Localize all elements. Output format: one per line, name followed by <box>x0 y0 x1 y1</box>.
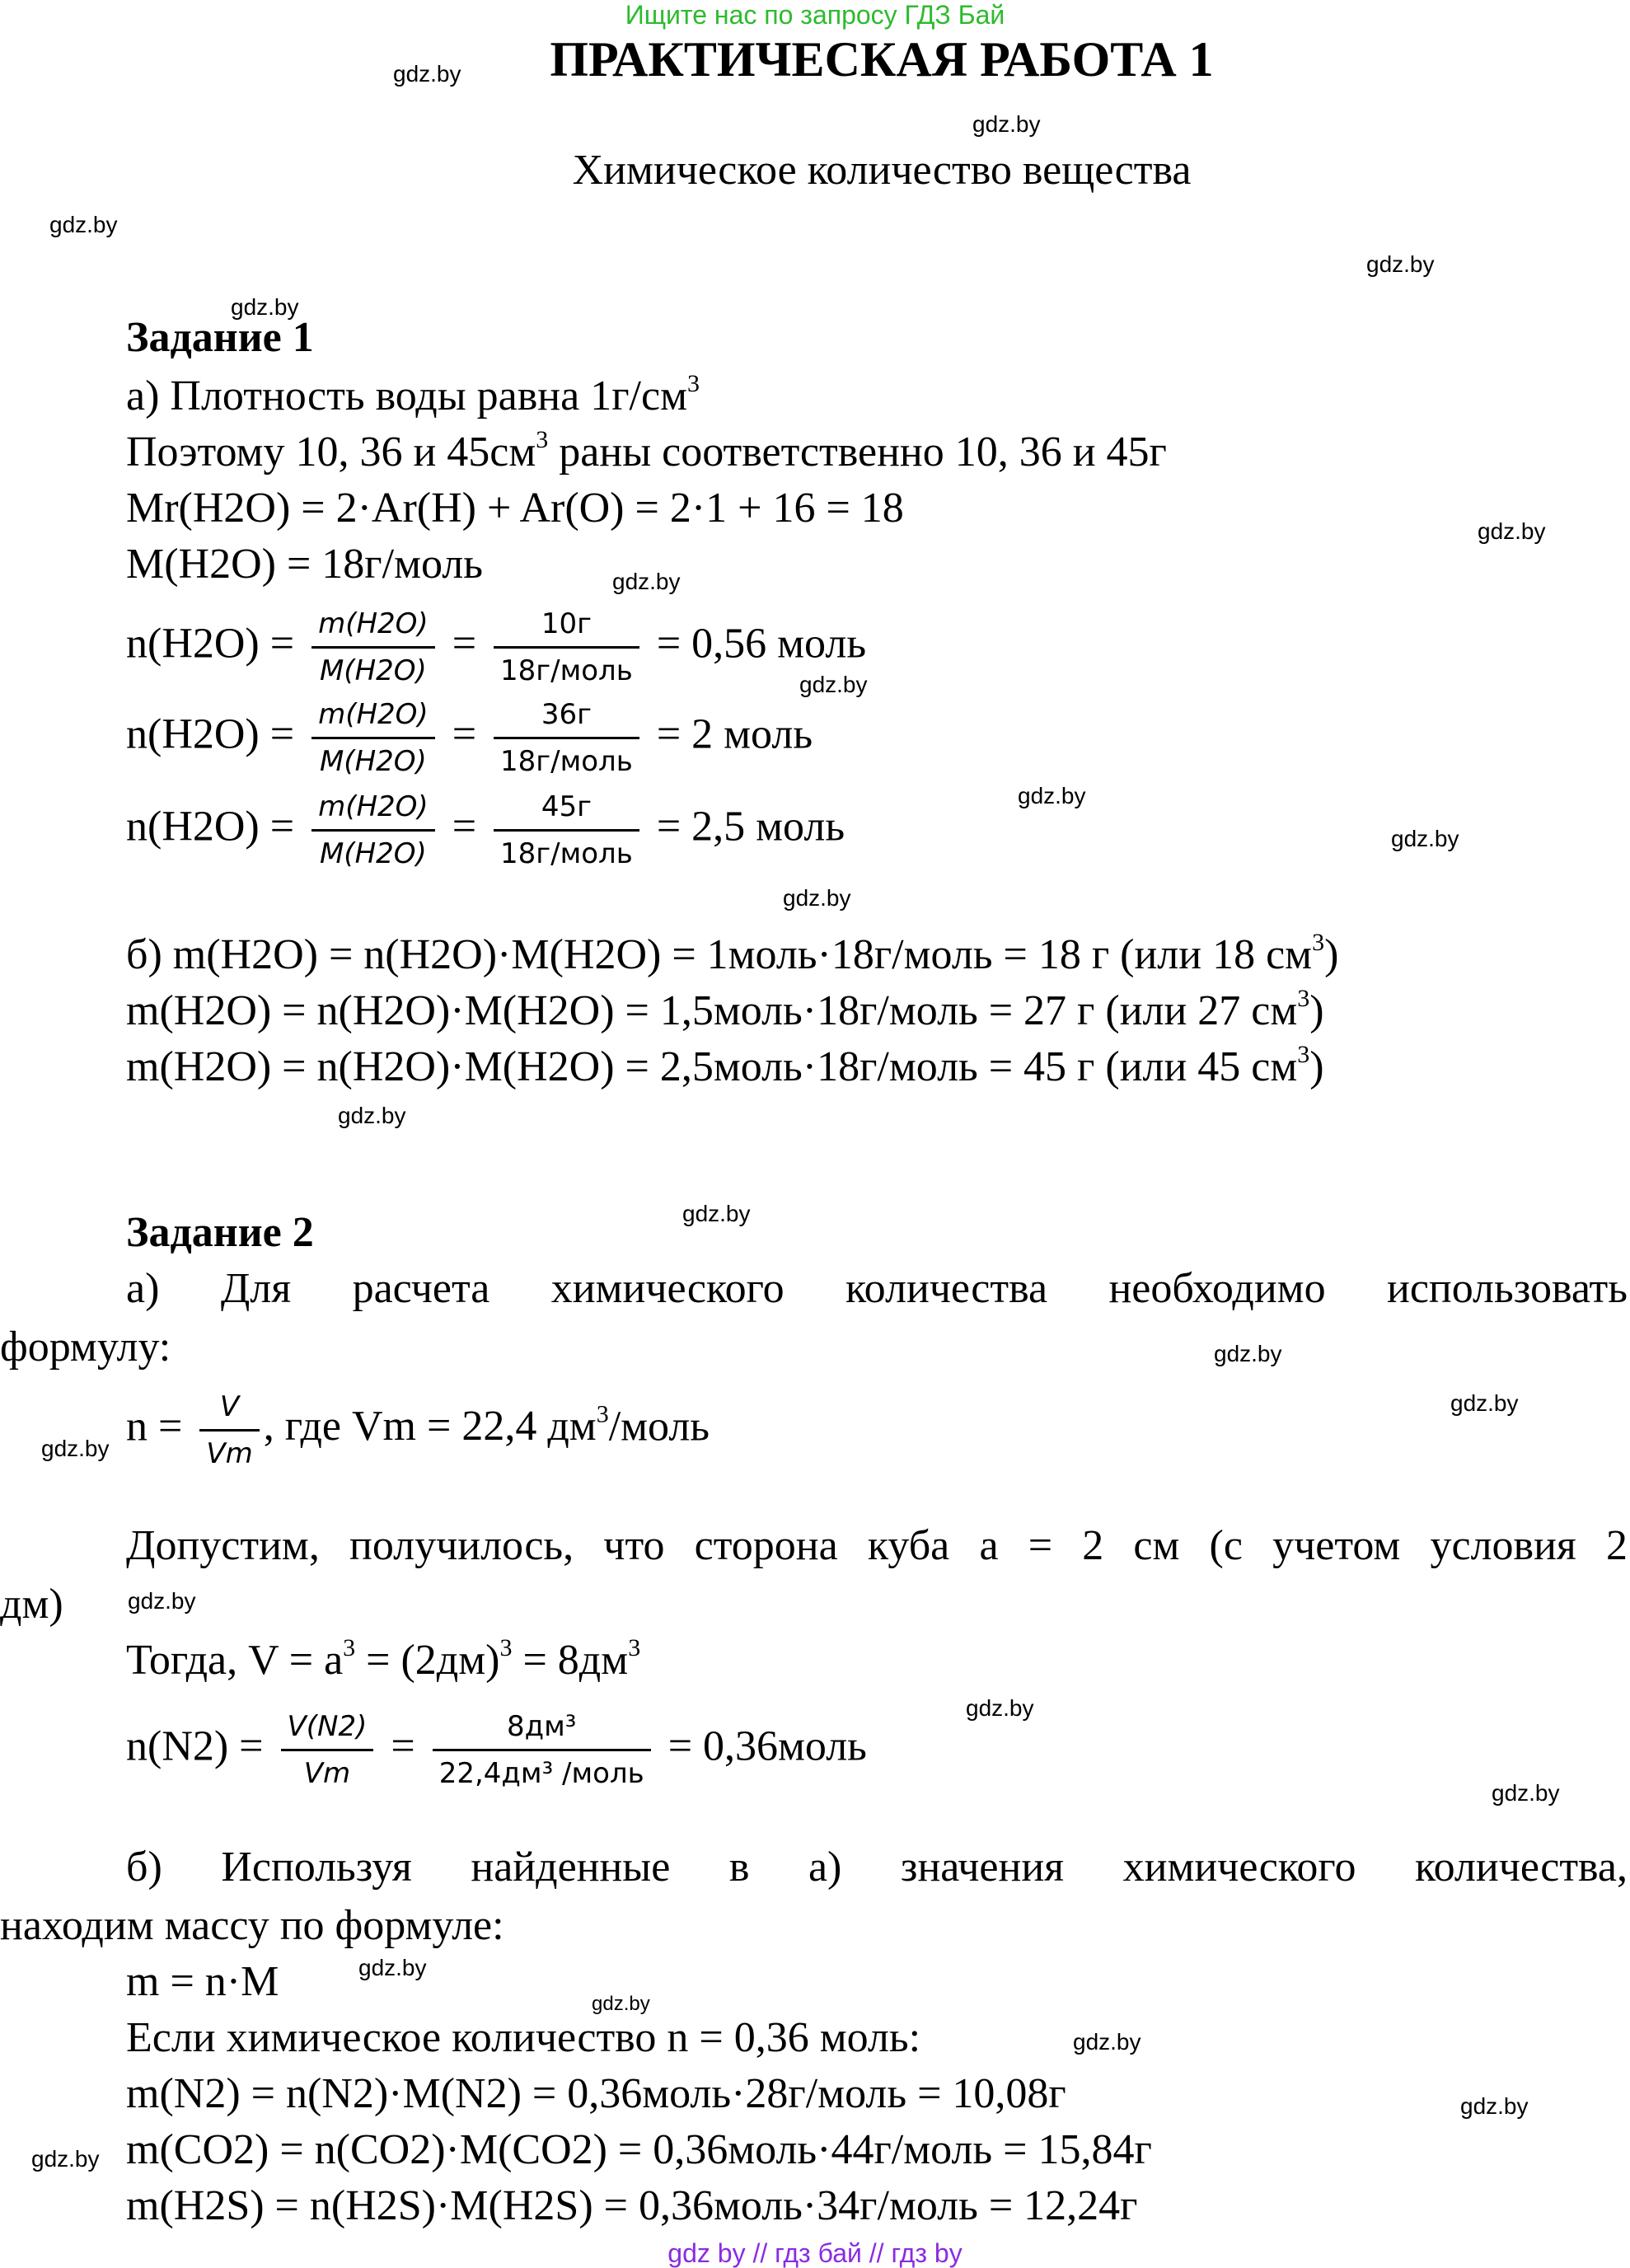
watermark: gdz.by <box>783 885 851 911</box>
task1-density-line: а) Плотность воды равна $1г/см^3$ <box>126 370 700 419</box>
watermark: gdz.by <box>358 1955 427 1980</box>
task2-mass-formula: m = n·M <box>126 1958 279 2005</box>
task1-molar-mass-line: M(H2O) = 18г/моль <box>126 541 483 588</box>
task1-mass-line: m(H2O) = n(H2O)·M(H2O) = 2,5моль·18г/моль = 45 г (или 45 $см^3$) <box>126 1041 1324 1090</box>
task2-heading: Задание 2 <box>126 1209 314 1256</box>
task1-calc-row: n(H2O) = $\frac{m(H2O)}{M(H2O)}$ = $\frac{10г}{\text{18г/моль}}$ = 0,56 моль <box>126 602 866 693</box>
watermark: gdz.by <box>49 212 118 237</box>
watermark: gdz.by <box>41 1436 110 1461</box>
task2-result-line: m(CO2) = n(CO2)·M(CO2) = 0,36моль·44г/моль = 15,84г <box>126 2126 1152 2173</box>
page-subtitle: Химическое количество вещества <box>572 147 1192 194</box>
watermark: gdz.by <box>592 1993 650 2015</box>
watermark: gdz.by <box>338 1103 406 1128</box>
task1-calc-row: n(H2O) = $\frac{m(H2O)}{M(H2O)}$ = $\frac{36г}{\text{18г/моль}}$ = 2 моль <box>126 692 813 784</box>
watermark: gdz.by <box>612 569 681 594</box>
task1-heading: Задание 1 <box>126 314 314 361</box>
task2-if-line: Если химическое количество n = 0,36 моль: <box>126 2014 921 2061</box>
task2-result-line: m(H2S) = n(H2S)·M(H2S) = 0,36моль·34г/моль = 12,24г <box>126 2182 1138 2229</box>
task2-n-formula: n = $\frac{V}{Vm}$ , где Vm = 22,4 $дм^3$/моль <box>126 1385 710 1476</box>
task2-b-line: б) Используя найденные в а) значения химического количества, <box>126 1844 1628 1891</box>
watermark: gdz.by <box>1073 2029 1141 2055</box>
watermark: gdz.by <box>1366 251 1435 277</box>
watermark: gdz.by <box>393 61 461 87</box>
watermark: gdz.by <box>1478 518 1546 544</box>
page-title: ПРАКТИЧЕСКАЯ РАБОТА 1 <box>550 32 1214 87</box>
task2-assume-line: Допустим, получилось, что сторона куба а = 2 см (с учетом условия 2 <box>126 1522 1628 1569</box>
watermark: gdz.by <box>972 111 1041 137</box>
watermark: gdz.by <box>1450 1390 1519 1416</box>
task1-calc-row: n(H2O) = $\frac{m(H2O)}{M(H2O)}$ = $\frac{45г}{\text{18г/моль}}$ = 2,5 моль <box>126 785 845 876</box>
task1-mass-line: m(H2O) = n(H2O)·M(H2O) = 1,5моль·18г/моль = 27 г (или 27 $см^3$) <box>126 985 1324 1034</box>
watermark: gdz.by <box>1492 1780 1560 1806</box>
watermark: gdz.by <box>128 1588 196 1614</box>
task2-result-line: m(N2) = n(N2)·M(N2) = 0,36моль·28г/моль = 10,08г <box>126 2070 1066 2117</box>
task2-n-calc: n(N2) = $\frac{V(N2)}{Vm}$ = $\frac{\text{8дм³}}{\text{22,4дм³ /моль}}$ = 0,36моль <box>126 1704 867 1796</box>
watermark: gdz.by <box>682 1201 751 1226</box>
watermark: gdz.by <box>1460 2093 1529 2119</box>
task2-assume-line2: дм) <box>0 1581 63 1628</box>
task2-b-line2: находим массу по формуле: <box>0 1902 504 1949</box>
watermark: gdz.by <box>31 2146 100 2172</box>
task2-volume-line: Тогда, $V = a^3 = (2дм)^3 = 8дм^3$ <box>126 1634 641 1684</box>
watermark: gdz.by <box>231 294 299 320</box>
task1-mass-line: б) m(H2O) = n(H2O)·M(H2O) = 1моль·18г/моль = 18 г (или 18 $см^3$) <box>126 929 1339 978</box>
watermark: gdz.by <box>1018 783 1086 808</box>
watermark: gdz.by <box>966 1695 1034 1721</box>
task1-mr-line: Mr(H2O) = 2·Ar(H) + Ar(O) = 2·1 + 16 = 18 <box>126 485 904 532</box>
watermark: gdz.by <box>799 672 868 697</box>
watermark: gdz.by <box>1214 1341 1282 1366</box>
footer-links[interactable]: gdz by // гдз бай // гдз by <box>667 2238 963 2268</box>
task2-intro-line2: формулу: <box>0 1324 171 1371</box>
task2-intro-line: а) Для расчета химического количества необходимо использовать <box>126 1265 1628 1312</box>
watermark: gdz.by <box>1391 826 1459 851</box>
task1-volumes-line: Поэтому 10, 36 и $45см^3$ раны соответственно 10, 36 и 45г <box>126 426 1167 476</box>
top-banner[interactable]: Ищите нас по запросу ГДЗ Бай <box>625 0 1005 30</box>
